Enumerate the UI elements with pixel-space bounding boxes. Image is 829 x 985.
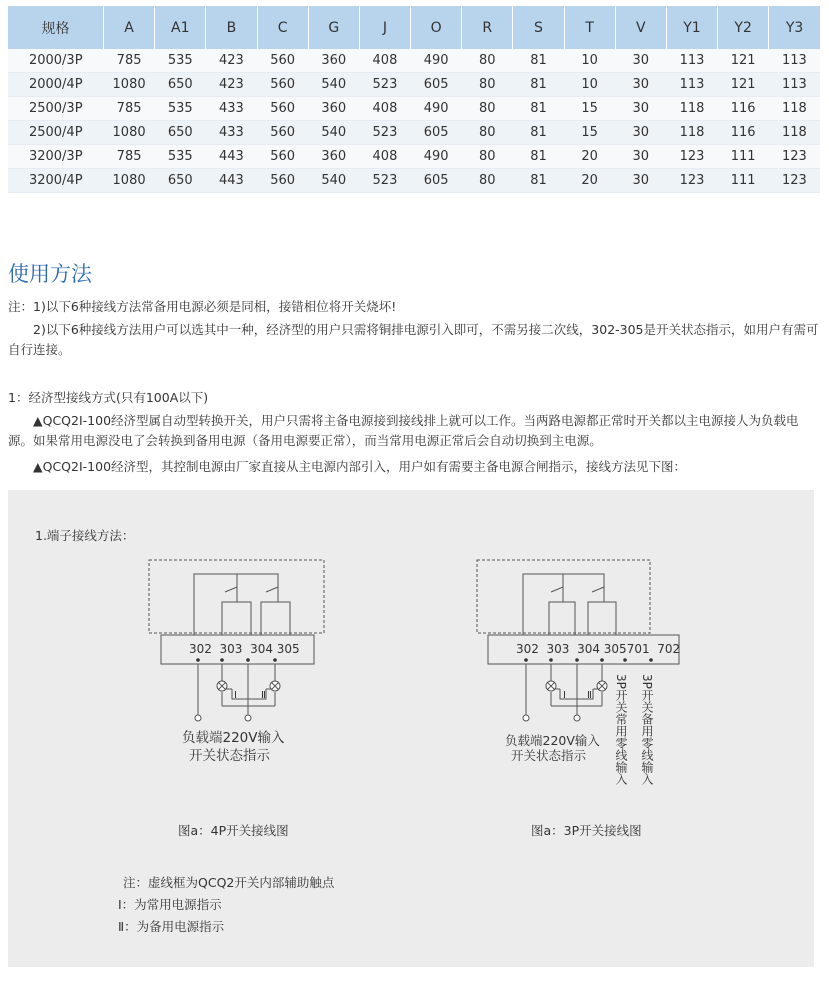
diagram-heading: 1.端子接线方法： (35, 528, 135, 543)
terminal-dot (575, 658, 579, 662)
col-header: T (564, 6, 615, 49)
table-cell: 30 (615, 121, 666, 145)
right-terminal-labels: 302 303 304 305701 702 (516, 642, 681, 656)
table-cell: 80 (462, 121, 513, 145)
table-cell: 605 (411, 169, 462, 193)
table-cell: 785 (104, 145, 155, 169)
table-cell: 408 (359, 145, 410, 169)
table-cell: 785 (104, 97, 155, 121)
item1-paragraph-2: ▲QCQ2Ⅰ-100经济型，其控制电源由厂家直接从主电源内部引入，用户如有需要主备电源合闸指示，接线方法见下图： (33, 459, 687, 474)
col-header: A1 (155, 6, 206, 49)
table-cell: 123 (769, 169, 820, 193)
table-cell: 113 (769, 49, 820, 73)
table-cell: 560 (257, 73, 308, 97)
table-cell: 81 (513, 49, 564, 73)
table-cell: 121 (718, 73, 769, 97)
right-neutral-backup-label: 3P开关备用零线输入 (640, 674, 654, 785)
table-cell: 1080 (104, 73, 155, 97)
table-cell: 650 (155, 169, 206, 193)
table-cell: 123 (666, 169, 717, 193)
table-body (8, 49, 820, 193)
terminal-dot (623, 658, 627, 662)
table-cell: 523 (359, 73, 410, 97)
table-cell: 490 (411, 49, 462, 73)
table-cell: 121 (718, 49, 769, 73)
table-cell: 81 (513, 73, 564, 97)
terminal-dot (649, 658, 653, 662)
terminal-end-icon (245, 715, 251, 721)
table-cell: 10 (564, 73, 615, 97)
table-cell: 2500/3P (8, 97, 104, 121)
table-row (8, 169, 820, 193)
table-cell: 523 (359, 121, 410, 145)
table-cell: 605 (411, 73, 462, 97)
table-cell: 123 (769, 145, 820, 169)
table-row (8, 49, 820, 73)
table-cell: 360 (308, 97, 359, 121)
right-lamp-2-label: Ⅱ (587, 690, 592, 701)
table-row (8, 121, 820, 145)
left-load-label-2: 开关状态指示 (189, 748, 270, 764)
table-cell: 30 (615, 49, 666, 73)
col-header: J (359, 6, 410, 49)
spec-table (8, 6, 820, 193)
terminal-dot (549, 658, 553, 662)
table-cell: 111 (718, 145, 769, 169)
table-cell: 81 (513, 145, 564, 169)
terminal-end-icon (523, 715, 529, 721)
right-load-label-2: 开关状态指示 (511, 748, 587, 763)
table-cell: 560 (257, 121, 308, 145)
table-cell: 650 (155, 73, 206, 97)
table-cell: 30 (615, 169, 666, 193)
table-cell: 116 (718, 121, 769, 145)
terminal-dot (273, 658, 277, 662)
table-cell: 408 (359, 97, 410, 121)
table-cell: 15 (564, 97, 615, 121)
table-cell: 10 (564, 49, 615, 73)
table-cell: 30 (615, 73, 666, 97)
col-header: B (206, 6, 257, 49)
table-cell: 118 (666, 121, 717, 145)
diagram-note-3: Ⅱ：为备用电源指示 (118, 919, 225, 934)
diagram-note-2: Ⅰ：为常用电源指示 (118, 897, 222, 912)
left-lamp-1-label: Ⅰ (234, 690, 237, 701)
table-cell: 81 (513, 169, 564, 193)
table-cell: 113 (769, 73, 820, 97)
col-header: Y1 (666, 6, 717, 49)
item1-paragraph-1: ▲QCQ2Ⅰ-100经济型属自动型转换开关，用户只需将主备电源接到接线排上就可以工作。当两路电源都正常时开关都以主电源接人为负载电源。如果常用电源没电了会转换到备用电源（备用电源要正常），而当常用电源正常后会自动切换到主电源。 (8, 413, 799, 448)
section-title: 使用方法 (8, 262, 92, 286)
table-cell: 80 (462, 97, 513, 121)
table-cell: 560 (257, 169, 308, 193)
table-cell: 118 (769, 97, 820, 121)
table-cell: 490 (411, 145, 462, 169)
left-lamp-2-label: Ⅱ (261, 690, 266, 701)
table-row (8, 73, 820, 97)
terminal-dot (524, 658, 528, 662)
table-cell: 118 (666, 97, 717, 121)
table-cell: 81 (513, 97, 564, 121)
table-cell: 15 (564, 121, 615, 145)
table-cell: 30 (615, 97, 666, 121)
table-cell: 560 (257, 145, 308, 169)
table-cell: 80 (462, 49, 513, 73)
col-header: 规格 (8, 6, 104, 49)
left-terminal-labels: 302 303 304 305 (189, 642, 300, 656)
item1-title: 1：经济型接线方式(只有100A以下) (8, 390, 209, 405)
table-cell: 1080 (104, 121, 155, 145)
table-cell: 2000/4P (8, 73, 104, 97)
table-cell: 30 (615, 145, 666, 169)
terminal-dot (600, 658, 604, 662)
table-cell: 605 (411, 121, 462, 145)
terminal-dot (220, 658, 224, 662)
table-cell: 81 (513, 121, 564, 145)
table-cell: 408 (359, 49, 410, 73)
col-header: A (104, 6, 155, 49)
col-header: Y3 (769, 6, 820, 49)
terminal-dot (246, 658, 250, 662)
right-figure-caption: 图a：3P开关接线图 (531, 823, 642, 838)
table-row (8, 145, 820, 169)
col-header: G (308, 6, 359, 49)
col-header: R (462, 6, 513, 49)
table-cell: 3200/4P (8, 169, 104, 193)
table-cell: 523 (359, 169, 410, 193)
table-cell: 650 (155, 121, 206, 145)
table-cell: 443 (206, 145, 257, 169)
table-cell: 535 (155, 97, 206, 121)
col-header: Y2 (718, 6, 769, 49)
table-cell: 116 (718, 97, 769, 121)
table-cell: 80 (462, 145, 513, 169)
table-cell: 433 (206, 121, 257, 145)
table-cell: 80 (462, 73, 513, 97)
table-cell: 2000/3P (8, 49, 104, 73)
table-header-row (8, 6, 820, 49)
table-cell: 433 (206, 97, 257, 121)
table-cell: 2500/4P (8, 121, 104, 145)
note-2: 2)以下6种接线方法用户可以选其中一种，经济型的用户只需将铜排电源引入即可，不需另接二次线，302-305是开关状态指示，如用户有需可自行连接。 (8, 322, 819, 357)
col-header: C (257, 6, 308, 49)
table-cell: 1080 (104, 169, 155, 193)
left-figure-caption: 图a：4P开关接线图 (178, 823, 289, 838)
left-load-label-1: 负载端220V输入 (182, 730, 285, 746)
table-cell: 3200/3P (8, 145, 104, 169)
table-cell: 535 (155, 49, 206, 73)
table-cell: 423 (206, 73, 257, 97)
table-cell: 785 (104, 49, 155, 73)
table-cell: 20 (564, 169, 615, 193)
table-cell: 423 (206, 49, 257, 73)
table-row (8, 97, 820, 121)
table-cell: 113 (666, 73, 717, 97)
table-cell: 80 (462, 169, 513, 193)
wiring-diagram-panel (8, 490, 814, 967)
terminal-end-icon (574, 715, 580, 721)
table-cell: 118 (769, 121, 820, 145)
table-cell: 360 (308, 145, 359, 169)
right-load-label-1: 负载端220V输入 (505, 733, 600, 748)
col-header: S (513, 6, 564, 49)
table-cell: 560 (257, 97, 308, 121)
col-header: O (411, 6, 462, 49)
table-cell: 111 (718, 169, 769, 193)
table-cell: 540 (308, 73, 359, 97)
note-1: 注：1)以下6种接线方法常备用电源必须是同相，接错相位将开关烧坏! (8, 299, 397, 314)
table-cell: 123 (666, 145, 717, 169)
table-cell: 490 (411, 97, 462, 121)
right-lamp-1-label: Ⅰ (563, 690, 566, 701)
diagram-note-1: 注：虚线框为QCQ2开关内部辅助触点 (123, 875, 335, 890)
terminal-end-icon (195, 715, 201, 721)
table-cell: 560 (257, 49, 308, 73)
table-cell: 113 (666, 49, 717, 73)
col-header: V (615, 6, 666, 49)
table-cell: 540 (308, 169, 359, 193)
table-cell: 360 (308, 49, 359, 73)
table-cell: 540 (308, 121, 359, 145)
terminal-dot (196, 658, 200, 662)
table-cell: 443 (206, 169, 257, 193)
table-cell: 535 (155, 145, 206, 169)
table-cell: 20 (564, 145, 615, 169)
right-neutral-common-label: 3P开关常用零线输入 (614, 674, 628, 785)
